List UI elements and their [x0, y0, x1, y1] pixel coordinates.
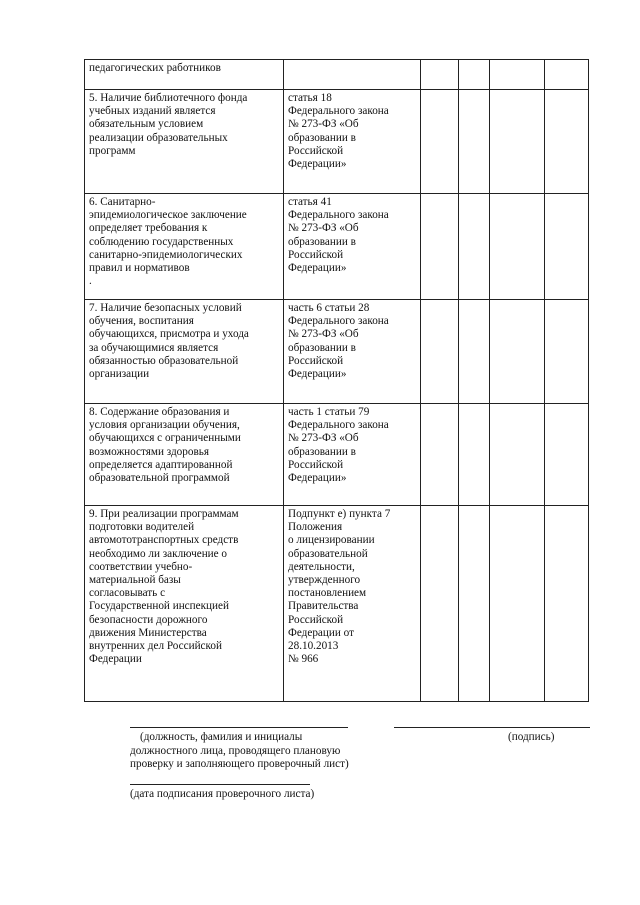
answer-cell [421, 404, 459, 506]
requirement-cell: педагогических работников [85, 60, 284, 90]
reference-cell: статья 41 Федерального закона № 273-ФЗ «Об образовании в Российской Федерации» [284, 194, 421, 300]
answer-cell [545, 194, 589, 300]
answer-cell [459, 60, 490, 90]
reference-cell: Подпункт е) пункта 7 Положения о лицензировании образовательной деятельности, утвержденного постановлением Правительства Российской Федерации от 28.10.2013 № 966 [284, 506, 421, 702]
requirement-cell: 9. При реализации программам подготовки водителей автомототранспортных средств необходимо ли заключение о соответствии учебно- материальной базы согласовывать с Государственной инспекцией безопасности дорожного движения Министерства внутренних дел Российской Федерации [85, 506, 284, 702]
answer-cell [459, 90, 490, 194]
answer-cell [545, 404, 589, 506]
answer-cell [490, 506, 545, 702]
answer-cell [421, 506, 459, 702]
table-row [85, 300, 589, 404]
answer-cell [490, 300, 545, 404]
answer-cell [490, 404, 545, 506]
answer-cell [545, 300, 589, 404]
position-caption: (должность, фамилия и инициалы должностного лица, проводящего плановую проверку и заполняющего проверочный лист) [130, 731, 349, 770]
answer-cell [490, 60, 545, 90]
answer-cell [459, 300, 490, 404]
answer-cell [459, 506, 490, 702]
date-caption: (дата подписания проверочного листа) [130, 788, 315, 800]
answer-cell [421, 300, 459, 404]
reference-cell: часть 1 статьи 79 Федерального закона № 273-ФЗ «Об образовании в Российской Федерации» [284, 404, 421, 506]
reference-cell: статья 18 Федерального закона № 273-ФЗ «Об образовании в Российской Федерации» [284, 90, 421, 194]
answer-cell [545, 60, 589, 90]
date-line [130, 784, 310, 785]
table-row [85, 506, 589, 702]
requirement-cell: 6. Санитарно- эпидемиологическое заключение определяет требования к соблюдению государственных санитарно-эпидемиологических правил и нормативов . [85, 194, 284, 300]
reference-cell [284, 60, 421, 90]
requirement-cell: 8. Содержание образования и условия организации обучения, обучающихся с ограниченными возможностями здоровья определяется адаптированной образовательной программой [85, 404, 284, 506]
answer-cell [421, 60, 459, 90]
requirement-cell: 5. Наличие библиотечного фонда учебных изданий является обязательным условием реализации образовательных программ [85, 90, 284, 194]
table-row [85, 90, 589, 194]
answer-cell [490, 194, 545, 300]
table-row [85, 404, 589, 506]
answer-cell [421, 194, 459, 300]
reference-cell: часть 6 статьи 28 Федерального закона № 273-ФЗ «Об образовании в Российской Федерации» [284, 300, 421, 404]
table-row [85, 194, 589, 300]
signature-caption: (подпись) [508, 731, 555, 743]
answer-cell [545, 90, 589, 194]
checklist-table [84, 59, 589, 702]
answer-cell [421, 90, 459, 194]
answer-cell [459, 194, 490, 300]
requirement-cell: 7. Наличие безопасных условий обучения, воспитания обучающихся, присмотра и ухода за обучающимися является обязанностью образовательной организации [85, 300, 284, 404]
answer-cell [459, 404, 490, 506]
answer-cell [545, 506, 589, 702]
answer-cell [490, 90, 545, 194]
signature-line [394, 727, 590, 728]
position-line [130, 727, 348, 728]
table-row [85, 60, 589, 90]
